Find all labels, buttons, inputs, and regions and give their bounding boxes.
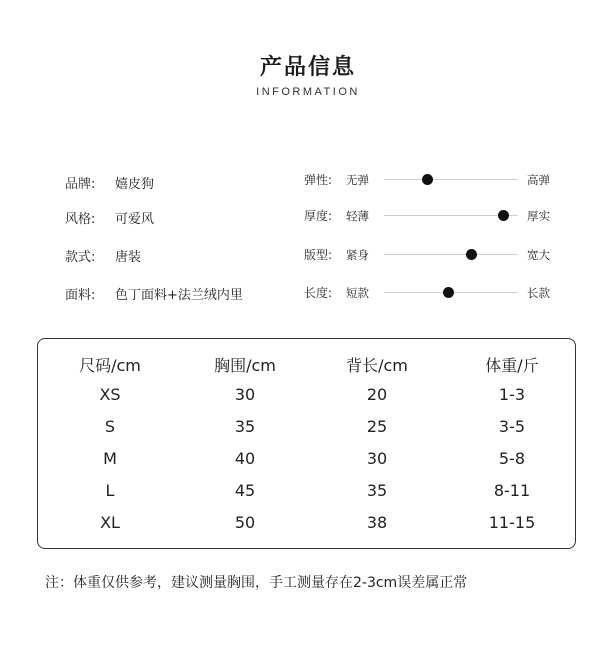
- table-cell: 25: [366, 417, 388, 436]
- scale-low-label: 短款: [346, 286, 369, 300]
- attribute-brand: [65, 173, 154, 192]
- attribute-value: 色丁面料+法兰绒内里: [115, 288, 243, 303]
- scale-indicator: [498, 210, 509, 221]
- scale-high-label: 长款: [527, 286, 550, 300]
- scale-length: [304, 283, 564, 303]
- attribute-style: [65, 208, 154, 227]
- attribute-label: 风格:: [65, 212, 96, 227]
- table-cell: S: [104, 417, 116, 436]
- scale-high-label: 高弹: [527, 173, 550, 187]
- table-cell: 11-15: [488, 513, 536, 532]
- attribute-label: 品牌:: [65, 177, 96, 192]
- attribute-label: 面料:: [65, 288, 96, 303]
- attribute-label: 款式:: [65, 250, 96, 265]
- table-cell: 40: [234, 449, 256, 468]
- scale-label: 版型:: [304, 248, 333, 262]
- scale-track: [384, 254, 518, 255]
- table-cell: 50: [234, 513, 256, 532]
- footnote: 注：体重仅供参考，建议测量胸围，手工测量存在2-3cm误差属正常: [45, 575, 468, 591]
- table-cell: 20: [366, 385, 388, 404]
- scale-track: [384, 179, 518, 180]
- scale-high-label: 宽大: [527, 248, 550, 262]
- table-header: 背长/cm: [346, 356, 408, 375]
- table-cell: 38: [366, 513, 388, 532]
- table-cell: 8-11: [493, 481, 531, 500]
- attribute-value: 唐装: [115, 250, 142, 265]
- attribute-cut: [65, 246, 141, 265]
- page-subtitle: INFORMATION: [256, 86, 360, 98]
- scale-indicator: [443, 287, 454, 298]
- table-cell: 30: [366, 449, 388, 468]
- table-cell: 35: [366, 481, 388, 500]
- table-cell: XL: [100, 513, 120, 532]
- scale-label: 厚度:: [304, 209, 333, 223]
- table-cell: 30: [234, 385, 256, 404]
- scale-indicator: [466, 249, 477, 260]
- scale-high-label: 厚实: [527, 209, 550, 223]
- table-header: 体重/斤: [485, 356, 539, 375]
- scale-low-label: 紧身: [346, 248, 369, 262]
- scale-label: 弹性:: [304, 173, 333, 187]
- attribute-value: 可爱风: [115, 212, 155, 227]
- table-cell: 3-5: [498, 417, 526, 436]
- scale-thickness: [304, 206, 564, 226]
- table-cell: 1-3: [498, 385, 526, 404]
- page-title: 产品信息: [259, 55, 356, 80]
- table-cell: L: [105, 481, 115, 500]
- scale-indicator: [422, 174, 433, 185]
- scale-fit: [304, 245, 564, 265]
- table-cell: 5-8: [498, 449, 526, 468]
- table-cell: 35: [234, 417, 256, 436]
- table-header: 尺码/cm: [79, 356, 141, 375]
- scale-low-label: 无弹: [346, 173, 369, 187]
- table-cell: XS: [99, 385, 121, 404]
- scale-low-label: 轻薄: [346, 209, 369, 223]
- table-cell: 45: [234, 481, 256, 500]
- table-cell: M: [103, 449, 117, 468]
- attribute-value: 嬉皮狗: [115, 177, 155, 192]
- attribute-fabric: [65, 284, 243, 303]
- size-table: [37, 338, 576, 549]
- scale-elasticity: [304, 170, 564, 190]
- scale-label: 长度:: [304, 286, 333, 300]
- table-header: 胸围/cm: [214, 356, 276, 375]
